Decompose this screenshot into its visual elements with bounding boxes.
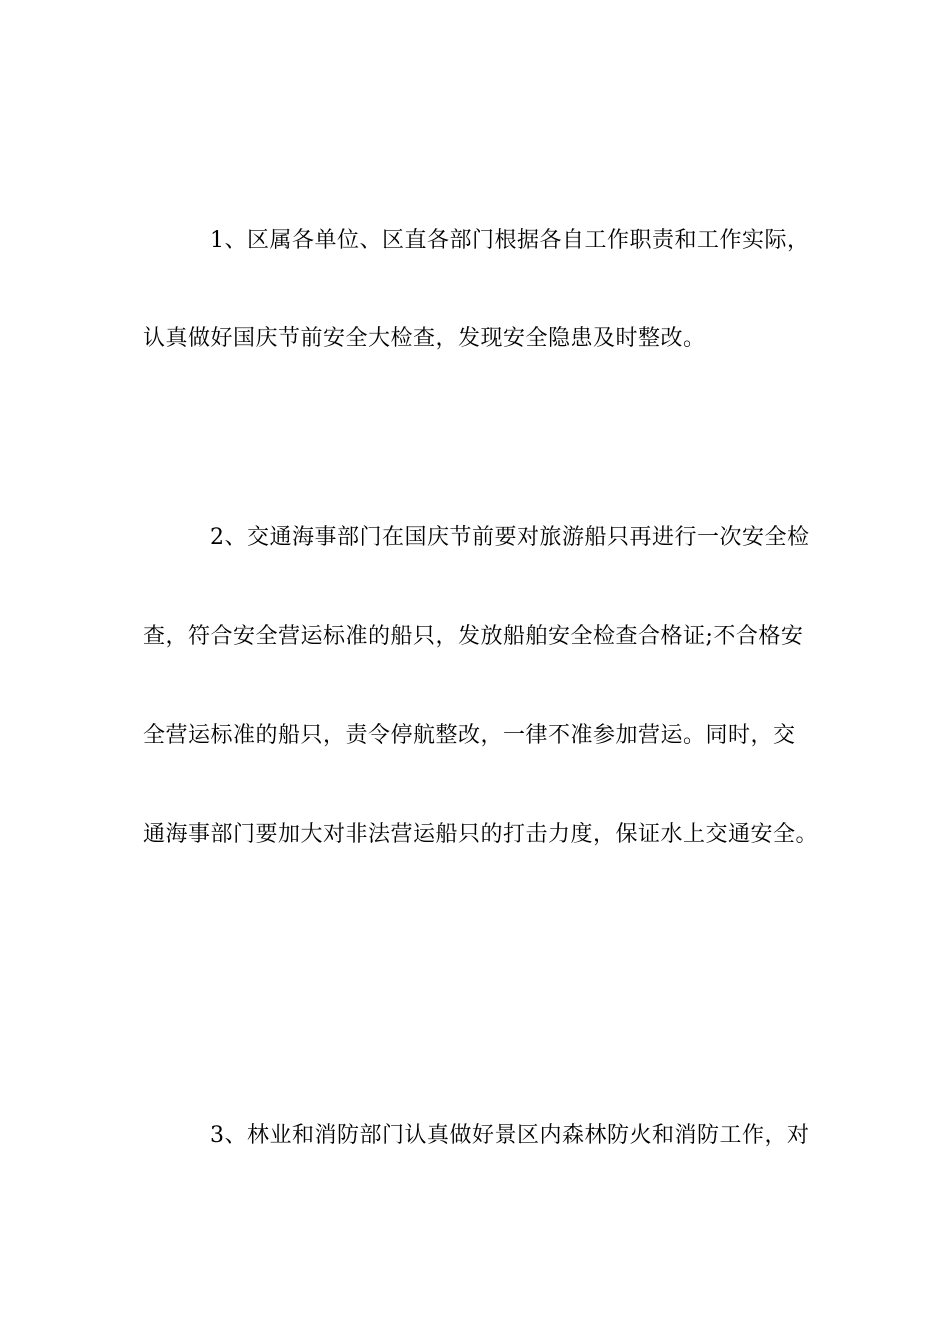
paragraph-2-line-2: 查，符合安全营运标准的船只，发放船舶安全检查合格证;不合格安: [143, 624, 804, 649]
paragraph-3-line-1: 3、林业和消防部门认真做好景区内森林防火和消防工作，对: [210, 1123, 810, 1148]
paragraph-2-line-1: 2、交通海事部门在国庆节前要对旅游船只再进行一次安全检: [210, 525, 810, 550]
paragraph-2-line-3: 全营运标准的船只，责令停航整改，一律不准参加营运。同时，交: [143, 723, 796, 748]
paragraph-2-line-4: 通海事部门要加大对非法营运船只的打击力度，保证水上交通安全。: [143, 822, 819, 847]
paragraph-1-line-1: 1、区属各单位、区直各部门根据各自工作职责和工作实际，: [210, 228, 810, 253]
paragraph-1-line-2: 认真做好国庆节前安全大检查，发现安全隐患及时整改。: [143, 326, 706, 351]
